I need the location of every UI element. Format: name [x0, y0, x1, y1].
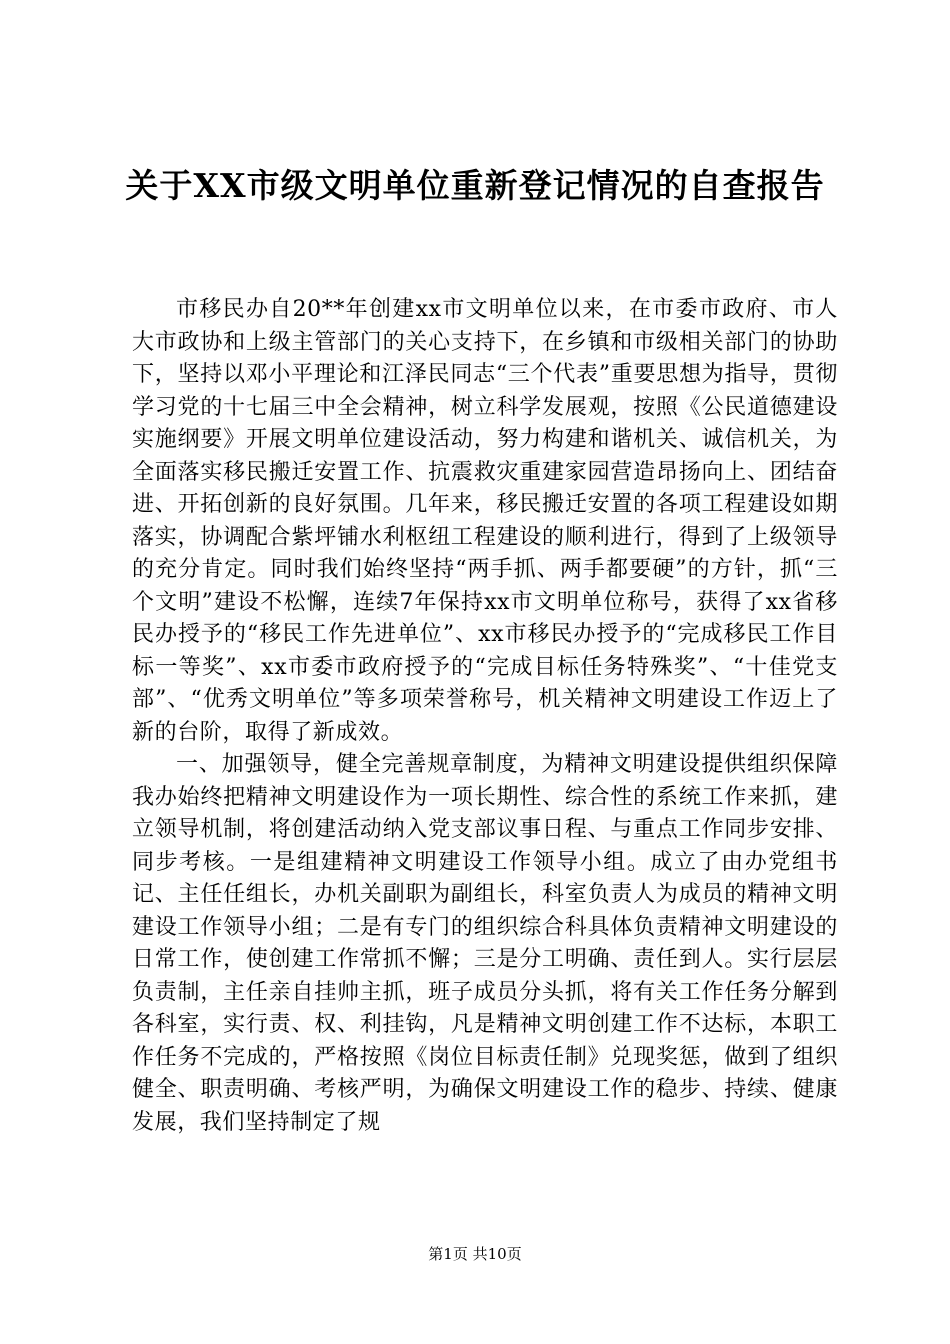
- page-footer: 第1页 共10页: [428, 1245, 522, 1263]
- document-title: 关于XX市级文明单位重新登记情况的自查报告: [125, 166, 825, 205]
- paragraph-intro: 市移民办自20**年创建xx市文明单位以来，在市委市政府、市人大市政协和上级主管部门的关心支持下，在乡镇和市级相关部门的协助下，坚持以邓小平理论和江泽民同志“三个代表”重要思想为指导，贯彻学习党的十七届三中全会精神，树立科学发展观，按照《公民道德建设实施纲要》开展文明单位建设活动，努力构建和谐机关、诚信机关，为全面落实移民搬迁安置工作、抗震救灾重建家园营造昂扬向上、团结奋进、开拓创新的良好氛围。几年来，移民搬迁安置的各项工程建设如期落实，协调配合紫坪铺水利枢纽工程建设的顺利进行，得到了上级领导的充分肯定。同时我们始终坚持“两手抓、两手都要硬”的方针，抓“三个文明”建设不松懈，连续7年保持xx市文明单位称号，获得了xx省移民办授予的“移民工作先进单位”、xx市移民办授予的“完成移民工作目标一等奖”、xx市委市政府授予的“完成目标任务特殊奖”、“十佳党支部”、“优秀文明单位”等多项荣誉称号，机关精神文明建设工作迈上了新的台阶，取得了新成效。: [132, 297, 838, 745]
- document-body: [132, 294, 838, 1139]
- paragraph-section-one: 一、加强领导，健全完善规章制度，为精神文明建设提供组织保障我办始终把精神文明建设作为一项长期性、综合性的系统工作来抓，建立领导机制，将创建活动纳入党支部议事日程、与重点工作同步安排、同步考核。一是组建精神文明建设工作领导小组。成立了由办党组书记、主任任组长，办机关副职为副组长，科室负责人为成员的精神文明建设工作领导小组；二是有专门的组织综合科具体负责精神文明建设的日常工作，使创建工作常抓不懈；三是分工明确、责任到人。实行层层负责制，主任亲自挂帅主抓，班子成员分头抓，将有关工作任务分解到各科室，实行责、权、利挂钩，凡是精神文明创建工作不达标，本职工作任务不完成的，严格按照《岗位目标责任制》兑现奖惩，做到了组织健全、职责明确、考核严明，为确保文明建设工作的稳步、持续、健康发展，我们坚持制定了规: [132, 752, 838, 1135]
